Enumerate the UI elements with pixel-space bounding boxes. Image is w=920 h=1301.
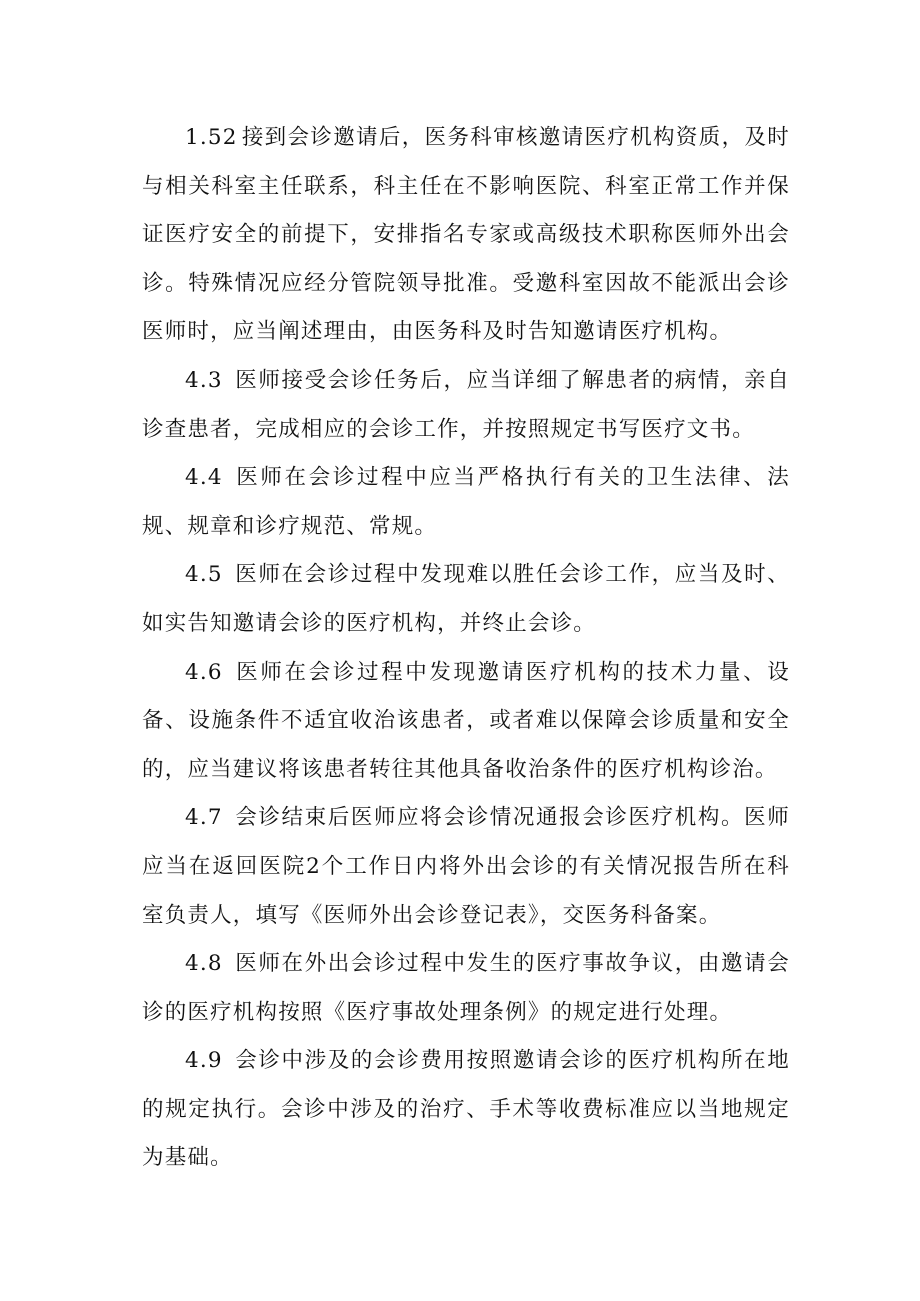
paragraph-4-8	[142, 940, 790, 1037]
paragraph-4-9	[142, 1037, 790, 1183]
clause-number: 1.52	[185, 125, 238, 150]
paragraph-4-5	[142, 551, 790, 648]
clause-text: 医师在外出会诊过程中发生的医疗事故争议，由邀请会诊的医疗机构按照《医疗事故处理条例》的规定进行处理。	[142, 951, 790, 1025]
clause-text: 医师在会诊过程中发现难以胜任会诊工作，应当及时、如实告知邀请会诊的医疗机构，并终止会诊。	[142, 562, 790, 636]
clause-text: 医师接受会诊任务后，应当详细了解患者的病情，亲自诊查患者，完成相应的会诊工作，并按照规定书写医疗文书。	[142, 367, 790, 442]
clause-number: 4.4	[185, 465, 223, 491]
paragraph-4-4	[142, 454, 790, 551]
clause-number: 4.5	[185, 562, 223, 588]
clause-text: 会诊中涉及的会诊费用按照邀请会诊的医疗机构所在地的规定执行。会诊中涉及的治疗、手术等收费标准应以当地规定为基础。	[142, 1048, 790, 1171]
clause-number: 4.8	[185, 951, 223, 977]
clause-number: 4.3	[185, 367, 223, 393]
paragraph-4-7	[142, 794, 790, 940]
clause-text: 会诊结束后医师应将会诊情况通报会诊医疗机构。医师应当在返回医院2个工作日内将外出会诊的有关情况报告所在科室负责人，填写《医师外出会诊登记表》，交医务科备案。	[142, 805, 790, 928]
clause-number: 4.6	[185, 659, 223, 685]
clause-number: 4.9	[185, 1048, 223, 1074]
clause-text: 医师在会诊过程中应当严格执行有关的卫生法律、法规、规章和诊疗规范、常规。	[142, 465, 790, 539]
clause-number: 4.7	[185, 805, 223, 831]
paragraph-4-3	[142, 357, 790, 454]
paragraph-4-6	[142, 649, 790, 795]
clause-text: 医师在会诊过程中发现邀请医疗机构的技术力量、设备、设施条件不适宜收治该患者，或者难以保障会诊质量和安全的，应当建议将该患者转往其他具备收治条件的医疗机构诊治。	[142, 659, 790, 782]
clause-text: 接到会诊邀请后，医务科审核邀请医疗机构资质，及时与相关科室主任联系，科主任在不影响医院、科室正常工作并保证医疗安全的前提下，安排指名专家或高级技术职称医师外出会诊。特殊情况应经分管院领导批准。受邀科室因故不能派出会诊医师时，应当阐述理由，由医务科及时告知邀请医疗机构。	[142, 125, 790, 345]
paragraph-1-52	[142, 114, 790, 357]
